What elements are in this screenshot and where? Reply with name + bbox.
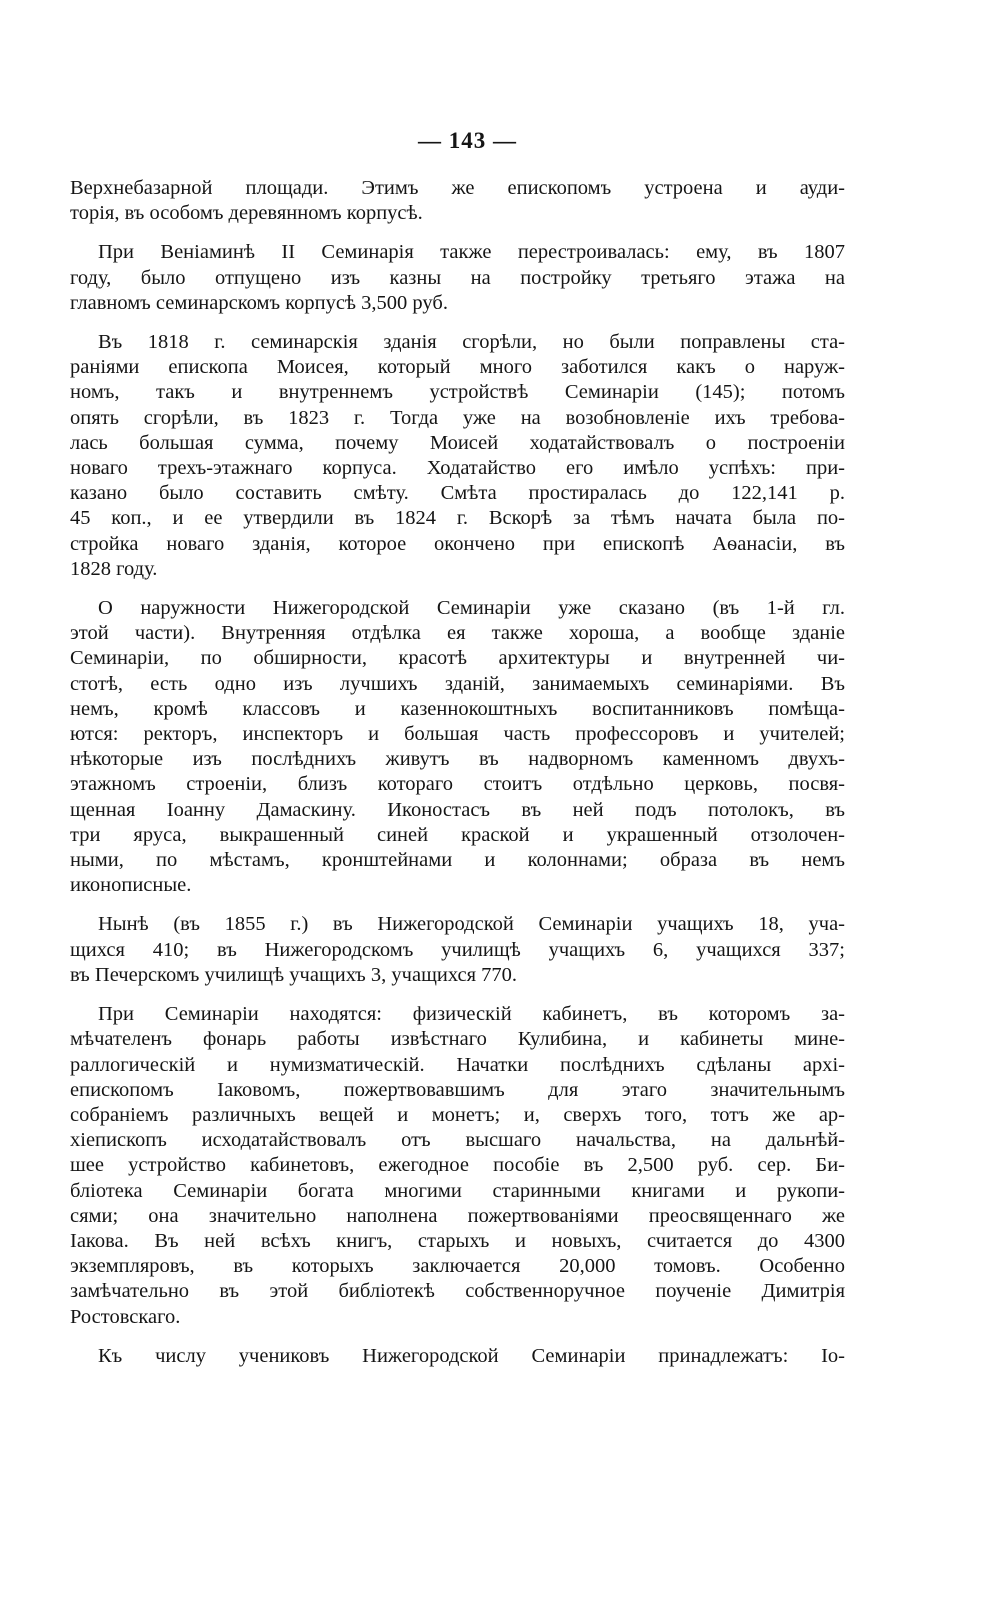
paragraph-gap <box>70 582 845 596</box>
text-line: Іакова. Въ ней всѣхъ книгъ, старыхъ и новыхъ, считается до 4300 <box>70 1229 845 1252</box>
text-line: этажномъ строеніи, близъ котораго стоитъ отдѣльно церковь, посвя- <box>70 773 845 796</box>
paragraph <box>70 1002 845 1330</box>
text-line: сями; она значительно наполнена пожертвованіями преосвященнаго же <box>70 1204 845 1227</box>
text-line: нѣкоторые изъ послѣднихъ живутъ въ надворномъ каменномъ двухъ- <box>70 748 845 771</box>
text-line: При Семинаріи находятся: физическій кабинетъ, въ которомъ за- <box>98 1003 845 1026</box>
text-line: При Веніаминѣ II Семинарія также перестроивалась: ему, въ 1807 <box>98 241 845 264</box>
text-line: 1828 году. <box>70 557 158 580</box>
paragraph-gap <box>70 988 845 1002</box>
text-line: щихся 410; въ Нижегородскомъ училищѣ учащихъ 6, учащихся 337; <box>70 938 845 961</box>
text-line: Въ 1818 г. семинарскія зданія сгорѣли, но были поправлены ста- <box>98 331 845 354</box>
text-line: въ Печерскомъ училищѣ учащихъ 3, учащихся 770. <box>70 963 518 986</box>
text-line: номъ, такъ и внутреннемъ устройствѣ Семинаріи (145); потомъ <box>70 381 845 404</box>
text-line: три яруса, выкрашенный синей краской и украшенный отзолочен- <box>70 823 845 846</box>
text-line: раніями епископа Моисея, который много заботился какъ о наруж- <box>70 356 845 379</box>
page <box>70 128 845 1369</box>
text-line: 45 коп., и ее утвердили въ 1824 г. Вскорѣ за тѣмъ начата была по- <box>70 507 845 530</box>
text-line: Семинаріи, по обширности, красотѣ архитектуры и внутренней чи- <box>70 647 845 670</box>
paragraph <box>70 912 845 988</box>
text-line: экземпляровъ, въ которыхъ заключается 20,000 томовъ. Особенно <box>70 1255 845 1278</box>
text-line: опять сгорѣли, въ 1823 г. Тогда уже на возобновленіе ихъ требова- <box>70 406 845 429</box>
paragraph <box>70 330 845 582</box>
text-line: этой части). Внутренняя отдѣлка ея также хороша, а вообще зданіе <box>70 622 845 645</box>
text-line: бліотека Семинаріи богата многими старинными книгами и рукопи- <box>70 1179 845 1202</box>
text-line: раллогическій и нумизматическій. Начатки послѣднихъ сдѣланы архі- <box>70 1053 845 1076</box>
text-line: ными, по мѣстамъ, кронштейнами и колоннами; образа въ немъ <box>70 849 845 872</box>
text-line: лась большая сумма, почему Моисей ходатайствовалъ о построеніи <box>70 431 845 454</box>
text-line: ются: ректоръ, инспекторъ и большая часть профессоровъ и учителей; <box>70 723 845 746</box>
text-line: замѣчательно въ этой библіотекѣ собственноручное поученіе Димитрія <box>70 1280 845 1303</box>
text-line: стройка новаго зданія, которое окончено при епископѣ Аѳанасіи, въ <box>70 532 845 555</box>
paragraph-gap <box>70 1330 845 1344</box>
text-line: новаго трехъ-этажнаго корпуса. Ходатайство его имѣло успѣхъ: при- <box>70 457 845 480</box>
paragraph <box>70 1344 845 1369</box>
text-line: шее устройство кабинетовъ, ежегодное пособіе въ 2,500 руб. сер. Би- <box>70 1154 845 1177</box>
text-line: году, было отпущено изъ казны на постройку третьяго этажа на <box>70 266 845 289</box>
text-line: казано было составить смѣту. Смѣта простиралась до 122,141 р. <box>70 482 845 505</box>
text-line: главномъ семинарскомъ корпусѣ 3,500 руб. <box>70 291 448 314</box>
paragraph-gap <box>70 316 845 330</box>
text-line: иконописные. <box>70 874 192 897</box>
page-number: — 143 — <box>418 128 517 153</box>
paragraph-gap <box>70 898 845 912</box>
text-line: торія, въ особомъ деревянномъ корпусѣ. <box>70 202 423 225</box>
paragraph <box>70 596 845 898</box>
text-line: собраніемъ различныхъ вещей и монетъ; и, сверхъ того, тотъ же ар- <box>70 1103 845 1126</box>
text-line: щенная Іоанну Дамаскину. Иконостасъ въ ней подъ потолокъ, въ <box>70 798 845 821</box>
body-text <box>70 176 845 1369</box>
text-line: Ростовскаго. <box>70 1305 181 1328</box>
text-line: хіепископъ исходатайствовалъ отъ высшаго начальства, на дальнѣй- <box>70 1129 845 1152</box>
text-line: епископомъ Іаковомъ, пожертвовавшимъ для этаго значительнымъ <box>70 1078 845 1101</box>
paragraph <box>70 176 845 226</box>
paragraph-gap <box>70 226 845 240</box>
text-line: Нынѣ (въ 1855 г.) въ Нижегородской Семинаріи учащихъ 18, уча- <box>98 913 845 936</box>
text-line: мѣчателенъ фонарь работы извѣстнаго Кулибина, и кабинеты мине- <box>70 1028 845 1051</box>
text-line: О наружности Нижегородской Семинаріи уже сказано (въ 1-й гл. <box>98 597 845 620</box>
paragraph <box>70 240 845 316</box>
text-line: Верхнебазарной площади. Этимъ же епископомъ устроена и ауди- <box>70 177 845 199</box>
text-line: Къ числу учениковъ Нижегородской Семинаріи принадлежатъ: Іо- <box>98 1344 845 1367</box>
text-line: стотѣ, есть одно изъ лучшихъ зданій, занимаемыхъ семинаріями. Въ <box>70 672 845 695</box>
text-line: немъ, кромѣ классовъ и казеннокоштныхъ воспитанниковъ помѣща- <box>70 697 845 720</box>
